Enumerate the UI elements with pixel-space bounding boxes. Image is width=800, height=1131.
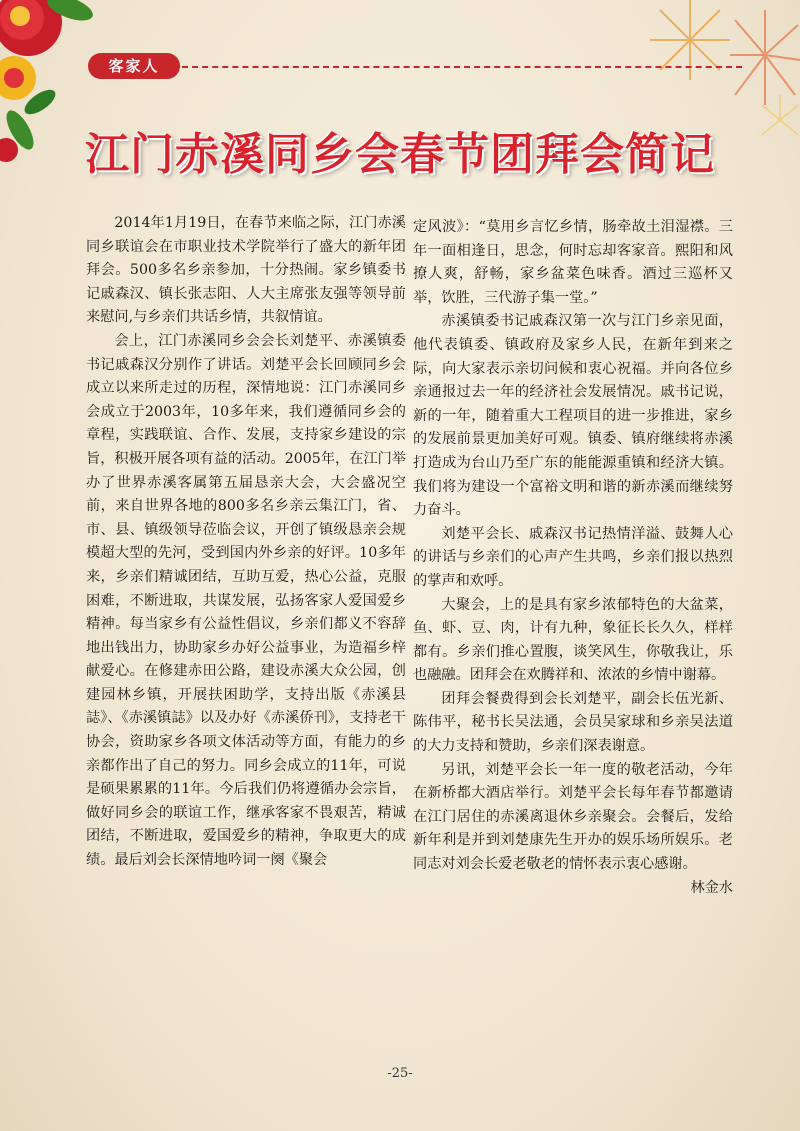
article-title: 江门赤溪同乡会春节团拜会简记 bbox=[85, 129, 715, 180]
left-column bbox=[86, 212, 406, 873]
paragraph: 另讯，刘楚平会长一年一度的敬老活动，今年在新桥都大酒店举行。刘楚平会长每年春节都邀请在江门居住的赤溪离退休乡亲聚会。会餐后，发给新年利是并到刘楚康先生开办的娱乐场所娱乐。老同志对刘会长爱老敬老的情怀表示衷心感谢。 bbox=[413, 761, 733, 873]
paragraph: 会上，江门赤溪同乡会会长刘楚平、赤溪镇委书记戚森汉分别作了讲话。刘楚平会长回顾同乡会成立以来所走过的历程，深情地说：江门赤溪同乡会成立于2003年，10多年来，我们遵循同乡会的章程，实践联谊、合作、发展，支持家乡建设的宗旨，积极开展各项有益的活动。2005年，在江门举办了世界赤溪客属第五届恳亲大会，大会盛况空前，来自世界各地的800多名乡亲云集江门，省、市、县、镇级领导莅临会议，开创了镇级恳亲会规模超大型的先河，受到国内外乡亲的好评。10多年来，乡亲们精诚团结，互助互爱，热心公益，克服困难，不断进取，共谋发展，弘扬客家人爱国爱乡精神。每当家乡有公益性倡议，乡亲们都义不容辞地出钱出力，协助家乡办好公益事业，为造福乡梓献爱心。在修建赤田公路，建设赤溪大众公园，创建园林乡镇，开展扶困助学，支持出版《赤溪县誌》、《赤溪镇誌》以及办好《赤溪侨刊》，支持老干协会，资助家乡各项文体活动等方面，有能力的乡亲都作出了自己的努力。同乡会成立的11年，可说是硕果累累的11年。今后我们仍将遵循办会宗旨，做好同乡会的联谊工作，继承客家不畏艰苦，精诚团结，不断进取，爱国爱乡的精神，争取更大的成绩。最后刘会长深情地吟词一阕《聚会 bbox=[86, 332, 406, 869]
paragraph: 2014年1月19日，在春节来临之际，江门赤溪同乡联谊会在市职业技术学院举行了盛大的新年团拜会。500多名乡亲参加，十分热闹。家乡镇委书记戚森汉、镇长张志阳、人大主席张友强等领导前来慰问,与乡亲们共话乡情，共叙情谊。 bbox=[86, 215, 406, 326]
author-signature: 林金水 bbox=[690, 879, 733, 896]
paragraph: 定风波》：“莫用乡言忆乡情，肠牵故土泪湿襟。三年一面相逢日，思念，何时忘却客家音。熙阳和风撩人爽，舒畅，家乡盆菜色味香。酒过三巡杯又举，饮胜，三代游子集一堂。” bbox=[413, 219, 733, 306]
paragraph: 赤溪镇委书记戚森汉第一次与江门乡亲见面，他代表镇委、镇政府及家乡人民，在新年到来之际，向大家表示亲切问候和衷心祝福。并向各位乡亲通报过去一年的经济社会发展情况。戚书记说，新的一年，随着重大工程项目的进一步推进，家乡的发展前景更加美好可观。镇委、镇府继续将赤溪打造成为台山乃至广东的能能源重镇和经济大镇。我们将为建设一个富裕文明和谐的新赤溪而继续努力奋斗。 bbox=[413, 313, 733, 519]
section-tag: 客家人 bbox=[88, 53, 180, 79]
right-column bbox=[413, 216, 733, 900]
page-number: -25- bbox=[387, 1066, 413, 1081]
paragraph: 团拜会餐费得到会长刘楚平，副会长伍光新、陈伟平，秘书长吴法通，会员吴家球和乡亲吴法道的大力支持和赞助，乡亲们深表谢意。 bbox=[413, 690, 733, 755]
paragraph: 刘楚平会长、戚森汉书记热情洋溢、鼓舞人心的讲话与乡亲们的心声产生共鸣，乡亲们报以热烈的掌声和欢呼。 bbox=[413, 525, 733, 589]
paragraph: 大聚会，上的是具有家乡浓郁特色的大盆菜，鱼、虾、豆、肉，计有九种，象征长长久久，样样都有。乡亲们推心置腹，谈笑风生，你敬我让，乐也融融。团拜会在欢腾祥和、浓浓的乡情中谢幕。 bbox=[413, 596, 733, 684]
section-divider bbox=[182, 66, 742, 74]
